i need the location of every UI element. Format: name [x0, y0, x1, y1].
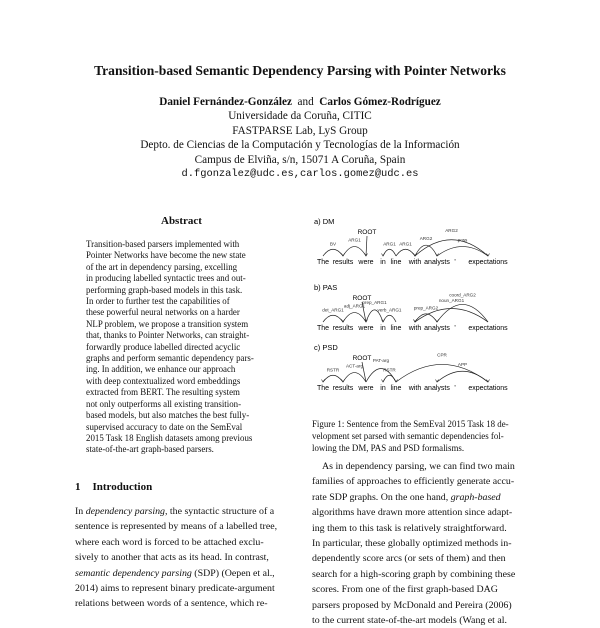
sentence-word: '	[454, 325, 456, 332]
abstract-line: in producing labelled syntactic trees and out-	[86, 273, 246, 284]
arc-label: ARG1	[399, 241, 412, 247]
arc-arrowhead	[382, 254, 385, 257]
arc-label: coord_ARG2	[449, 292, 476, 298]
author-2: Carlos Gómez-Rodríguez	[319, 96, 441, 108]
sentence-word: with	[408, 385, 422, 392]
caption-line: Figure 1: Sentence from the SemEval 2015 Task 18 de-	[312, 419, 509, 429]
abstract-heading: Abstract	[161, 215, 202, 227]
caption-line: lowing the DM, PAS and PSD formalisms.	[312, 443, 465, 453]
dependency-arc	[383, 315, 396, 322]
sentence-word: analysts	[424, 385, 450, 392]
arc-label: BV	[329, 241, 337, 247]
panel-label: c) PSD	[314, 343, 338, 352]
sentence-word: expectations	[468, 325, 508, 332]
right-line: ing them to this task is relatively straightforward.	[312, 522, 507, 534]
sentence-word: The	[316, 385, 330, 392]
dependency-arc	[323, 315, 343, 322]
arc-label: det_ARG1	[322, 307, 344, 313]
sentence-word: analysts	[424, 259, 450, 266]
abstract-line: forwardly produce labelled directed acyclic	[86, 341, 241, 352]
sentence-word: were	[358, 259, 374, 266]
dependency-arc	[343, 373, 366, 382]
author-emails: d.fgonzalez@udc.es,carlos.gomez@udc.es	[181, 168, 419, 181]
dependency-arc	[383, 249, 396, 256]
root-label: ROOT	[352, 355, 372, 362]
abstract-line: state-of-the-art graph-based parsers.	[86, 444, 214, 455]
affiliation-3: Depto. de Ciencias de la Computación y Tecnologías de la Información	[140, 139, 460, 152]
paper-title: Transition-based Semantic Dependency Parsing with Pointer Networks	[94, 63, 506, 78]
arc-arrowhead	[322, 380, 325, 383]
dependency-arc	[396, 361, 488, 382]
arc-arrowhead	[382, 380, 385, 383]
section-heading-introduction	[75, 481, 164, 493]
right-line: algorithms have drawn more attention since adapt-	[312, 507, 513, 519]
intro-line: semantic dependency parsing (SDP) (Oepen et al.,	[75, 567, 275, 579]
arc-arrowhead	[436, 380, 439, 383]
sentence-word: with	[408, 325, 422, 332]
dependency-arc	[323, 375, 343, 382]
right-line: families of approaches to efficiently generate accu-	[312, 476, 515, 488]
dependency-arc	[415, 245, 437, 256]
sentence-word: line	[390, 385, 402, 392]
abstract-line: with deep contextualized word embeddings	[86, 375, 241, 386]
arc-arrowhead	[436, 320, 439, 323]
affiliation-2: FASTPARSE Lab, LyS Group	[232, 124, 368, 137]
right-line: scores. From one of the first graph-based DAG	[312, 584, 498, 596]
abstract-line: graphs and perform semantic dependency pars-	[86, 353, 254, 364]
dependency-arc	[437, 304, 488, 322]
author-1: Daniel Fernández-González	[159, 96, 292, 108]
dependency-arc	[383, 375, 396, 382]
right-line: dependently score arcs (or sets of them) and then	[312, 553, 506, 565]
right-line: rate SDP graphs. On the one hand, graph-based	[312, 491, 501, 503]
sentence-word: The	[316, 325, 330, 332]
dependency-arc	[437, 247, 488, 256]
sentence-word: results	[332, 259, 354, 266]
abstract-line: supervised accuracy to date on the SemEval	[86, 421, 243, 432]
arc-label: CPR	[437, 352, 447, 358]
sentence-word: results	[332, 385, 354, 392]
and-word: and	[297, 96, 314, 108]
arc-label: noun_ARG1	[438, 298, 465, 303]
abstract-line: based models, but also matches the best fully-	[86, 410, 250, 421]
intro-line: In dependency parsing, the syntactic structure of a	[75, 506, 275, 517]
abstract-line: that, thanks to Pointer Networks, can straight-	[86, 330, 250, 341]
arc-label: poss	[457, 237, 468, 243]
sentence-word: in	[380, 325, 386, 332]
figure-caption	[312, 418, 534, 454]
dependency-arc	[323, 249, 343, 256]
dependency-arc	[343, 313, 366, 322]
arc-label: ARG2	[445, 228, 458, 234]
root-label: ROOT	[357, 229, 377, 236]
sentence-word: '	[454, 385, 456, 392]
arc-label: ARG1	[383, 241, 396, 247]
arc-label: ARG2	[419, 235, 433, 241]
right-line: In particular, these globally optimized methods in-	[312, 538, 512, 550]
arc-label: prep_ARG2	[413, 305, 439, 311]
intro-line: 2014) aims to represent binary predicate-argument	[75, 583, 275, 595]
abstract-line: not only outperforms all existing transition-	[86, 398, 242, 409]
sentence-word: '	[454, 259, 456, 266]
panel-label: a) DM	[314, 217, 335, 226]
arc-label: PAT-arg	[372, 358, 390, 363]
sentence-word: line	[390, 325, 402, 332]
caption-line: velopment set parsed with semantic dependencies fol-	[312, 431, 504, 441]
arc-label: verb_ARG1	[377, 307, 402, 313]
abstract-line: NLP problem, we propose a transition system	[86, 318, 249, 329]
abstract-line: In order to further test the capabilities of	[86, 296, 230, 307]
root-label: ROOT	[352, 295, 372, 302]
arc-arrowhead	[342, 320, 345, 323]
sentence-word: line	[390, 259, 402, 266]
arc-label: APP	[457, 361, 468, 367]
sentence-word: in	[380, 385, 386, 392]
abstract-line: these powerful neural networks on a harder	[86, 307, 240, 318]
sentence-word: The	[316, 259, 330, 266]
abstract-body	[86, 239, 278, 456]
arc-arrowhead	[342, 380, 345, 383]
sentence-word: in	[380, 259, 386, 266]
root-arrow	[366, 236, 367, 256]
arc-label: adj_ARG1	[343, 303, 366, 309]
abstract-line: extracted from BERT. The resulting system	[86, 387, 240, 398]
abstract-line: Transition-based parsers implemented with	[86, 239, 240, 249]
abstract-line: of the art in dependency parsing, excelling	[86, 261, 238, 272]
right-column-body	[312, 459, 534, 628]
introduction-body	[75, 504, 299, 612]
intro-line: sively to another that acts as its head. In contrast,	[75, 552, 269, 564]
dependency-arc	[396, 249, 415, 256]
affiliation-4: Campus de Elviña, s/n, 15071 A Coruña, Spain	[194, 153, 406, 166]
arc-label: ACT-arg	[345, 363, 364, 369]
abstract-line: Pointer Networks have become the new state	[86, 250, 246, 261]
author-block	[0, 95, 600, 181]
abstract-line: ing. In addition, we enhance our approach	[86, 364, 236, 375]
arc-label: RSTR	[326, 367, 340, 373]
arc-label: prep_ARG1	[362, 299, 387, 305]
right-line: As in dependency parsing, we can find two main	[322, 461, 515, 472]
abstract-line: 2015 Task 18 English datasets among previous	[86, 432, 253, 443]
sentence-word: expectations	[468, 385, 508, 392]
sentence-word: analysts	[424, 325, 450, 332]
panel-label: b) PAS	[314, 283, 338, 292]
right-line: search for a high-scoring graph by combining these	[312, 568, 516, 580]
arc-label: RSTR	[383, 367, 396, 373]
intro-line: where each word is forced to be attached exclu-	[75, 536, 264, 548]
figure-1-dependency-graphs	[312, 206, 534, 406]
right-line: parsers proposed by McDonald and Pereira (2006)	[312, 599, 512, 611]
intro-line: sentence is represented by means of a labelled tree,	[75, 521, 278, 533]
arc-label: ARG1	[348, 237, 361, 243]
affiliation-1: Universidade da Coruña, CITIC	[228, 110, 372, 123]
intro-line: relations between words of a sentence, which re-	[75, 598, 268, 610]
sentence-word: were	[358, 325, 374, 332]
sentence-word: with	[408, 259, 422, 266]
abstract-line: performing graph-based models in this task.	[86, 284, 243, 295]
sentence-word: were	[358, 385, 374, 392]
section-title: Introduction	[92, 481, 153, 493]
dependency-arc	[343, 247, 366, 256]
sentence-word: results	[332, 325, 354, 332]
sentence-word: expectations	[468, 259, 508, 266]
right-line: to the current state-of-the-art models (Wang et al.	[312, 615, 507, 627]
section-number: 1	[75, 481, 81, 493]
